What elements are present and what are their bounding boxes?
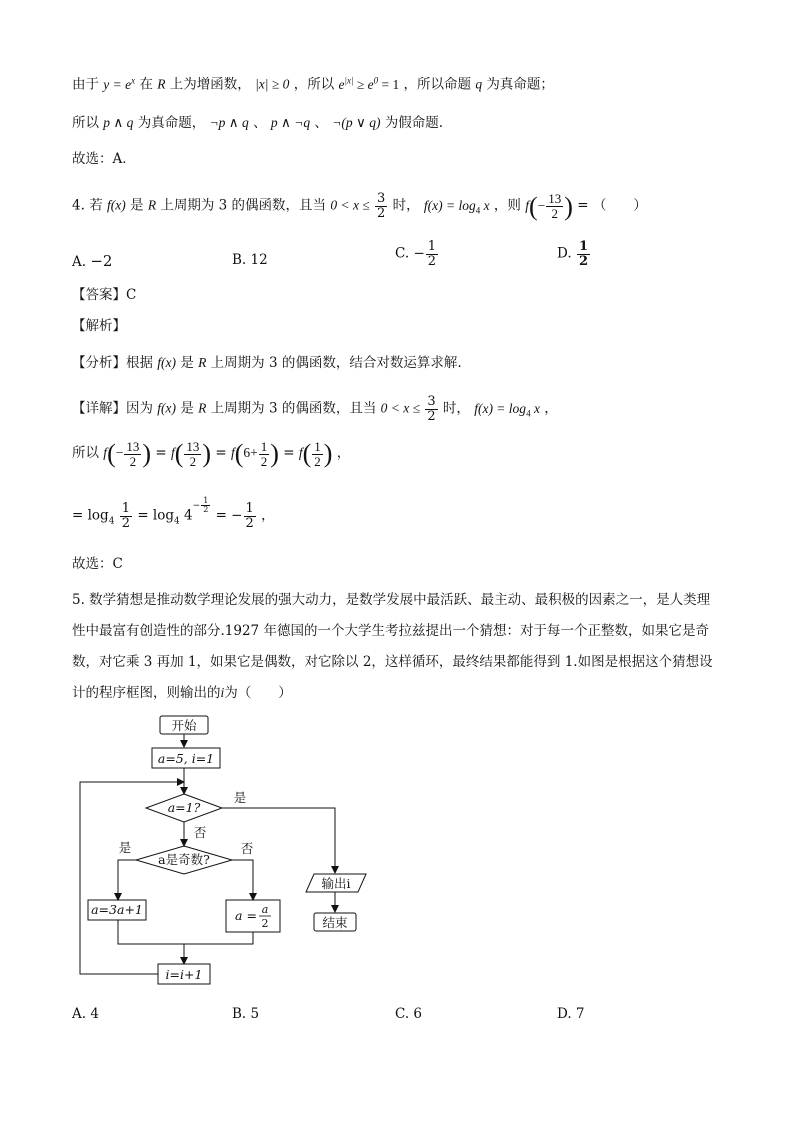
q5-option-a: A. 4 bbox=[72, 1006, 99, 1022]
text: 上为增函数， bbox=[169, 76, 251, 93]
question-5-line-4: 计的程序框图，则输出的i为（ ） bbox=[72, 685, 292, 701]
formula: p ∧ ¬q bbox=[270, 115, 311, 130]
formula: ¬p ∧ q bbox=[209, 115, 249, 130]
derivation-step-2: = $\log_4$ $\frac{1}{2}$ = $\log_4 4^{- \frac{1}{2}}$ = − $\frac{1}{2}$ ， bbox=[72, 495, 275, 531]
option-a: A. −2 bbox=[72, 252, 113, 270]
set-r: R bbox=[147, 197, 157, 213]
solution-line-1 bbox=[72, 76, 554, 92]
question-5-line-3: 数，对它乘 3 再加 1，如果它是偶数，对它除以 2，这样循环，最终结果都能得到 1.如图是根据这个猜想设 bbox=[72, 654, 713, 670]
select-answer-c: 故选：C bbox=[72, 556, 123, 572]
text: ，则 bbox=[493, 197, 521, 214]
text: 为真命题； bbox=[486, 76, 554, 93]
formula: ¬(p ∨ q) bbox=[332, 115, 381, 130]
separator: 、 bbox=[314, 115, 328, 131]
flowchart bbox=[60, 710, 400, 1000]
yes1-label: 是 bbox=[233, 790, 247, 805]
question-5-line-2: 性中最富有创造性的部分.1927 年德国的一个大学生考拉兹提出一个猜想：对于每一个正整数，如果它是奇 bbox=[72, 623, 709, 639]
no1-label: 否 bbox=[193, 825, 207, 840]
var-q: q bbox=[475, 76, 483, 92]
asked-value: f(− $\frac{13}{2}$ ) bbox=[525, 191, 573, 222]
no2-label: 否 bbox=[240, 841, 254, 856]
question-number: 4. bbox=[72, 197, 85, 214]
option-c: C. − $\frac{1}{2}$ bbox=[395, 239, 437, 269]
analysis-heading: 【解析】 bbox=[72, 318, 126, 334]
solution-line-2 bbox=[72, 116, 443, 131]
text: 在 bbox=[139, 76, 153, 93]
text: 时， bbox=[392, 197, 420, 214]
analysis-fenxi: 【分析】根据 f(x) 是 R 上周期为 3 的偶函数，结合对数运算求解. bbox=[72, 355, 462, 371]
option-d: D. $\frac{1}{2}$ bbox=[557, 239, 588, 269]
condition: 0 < x ≤ bbox=[330, 197, 370, 213]
text: 所以 bbox=[72, 115, 99, 131]
text: 是 bbox=[130, 197, 144, 214]
formula-ineq: $e^{|x|} \ge e^0 = 1$ bbox=[338, 75, 400, 92]
cond2-label: a是奇数? bbox=[158, 852, 210, 867]
text: ，所以命题 bbox=[403, 76, 472, 93]
formula-exp: $y = e^x$ bbox=[103, 75, 136, 92]
inc-label: i=i+1 bbox=[165, 967, 203, 982]
yes2-label: 是 bbox=[118, 840, 132, 855]
separator: 、 bbox=[253, 115, 267, 131]
fraction: $\frac{3}{2}$ bbox=[377, 191, 386, 221]
q5-option-b: B. 5 bbox=[232, 1006, 260, 1022]
definition: $f(x) = \log_4 x$ bbox=[423, 197, 490, 216]
select-answer-a: 故选：A． bbox=[72, 151, 136, 167]
even-lhs: a = bbox=[235, 908, 257, 923]
even-num: a bbox=[261, 903, 269, 916]
end-label: 结束 bbox=[322, 915, 348, 930]
q5-option-c: C. 6 bbox=[395, 1006, 423, 1022]
analysis-detail: 【详解】因为 f(x) 是 R 上周期为 3 的偶函数，且当 0 < x ≤ $\frac{3}{2}$ 时， $f(x) = \log_4 x$ ， bbox=[72, 394, 558, 424]
question-5-line-1: 5. 数学猜想是推动数学理论发展的强大动力，是数学发展中最活跃、最主动、最积极的因素之一，是人类理 bbox=[72, 592, 711, 608]
text: 为假命题. bbox=[384, 115, 444, 131]
text: = （ ） bbox=[577, 197, 647, 214]
fx: f(x) bbox=[106, 197, 126, 213]
option-b: B. 12 bbox=[232, 252, 268, 268]
even-den: 2 bbox=[261, 917, 269, 930]
q5-option-d: D. 7 bbox=[557, 1006, 585, 1022]
init-label: a=5, i=1 bbox=[157, 751, 215, 766]
formula-abs: |x| ≥ 0 bbox=[255, 76, 290, 92]
text: 由于 bbox=[72, 76, 99, 93]
output-label: 输出i bbox=[321, 876, 351, 891]
derivation-step-1: 所以 f(− $\frac{13}{2}$ ) = f( $\frac{13}{2}$ ) = f(6+ $\frac{1}{2}$ ) = f( $\frac{1}{2}$ ) ， bbox=[72, 439, 351, 469]
text: 若 bbox=[89, 197, 103, 214]
text: 上周期为 3 的偶函数，且当 bbox=[160, 197, 327, 214]
cond1-label: a=1? bbox=[167, 800, 201, 815]
question-4 bbox=[72, 192, 647, 221]
text: ，所以 bbox=[293, 76, 335, 93]
start-label: 开始 bbox=[171, 718, 197, 733]
answer-line: 【答案】C bbox=[72, 287, 137, 303]
text: 为真命题， bbox=[137, 115, 206, 131]
set-r: R bbox=[157, 76, 166, 92]
odd-label: a=3a+1 bbox=[91, 902, 143, 917]
formula: p ∧ q bbox=[103, 115, 134, 130]
